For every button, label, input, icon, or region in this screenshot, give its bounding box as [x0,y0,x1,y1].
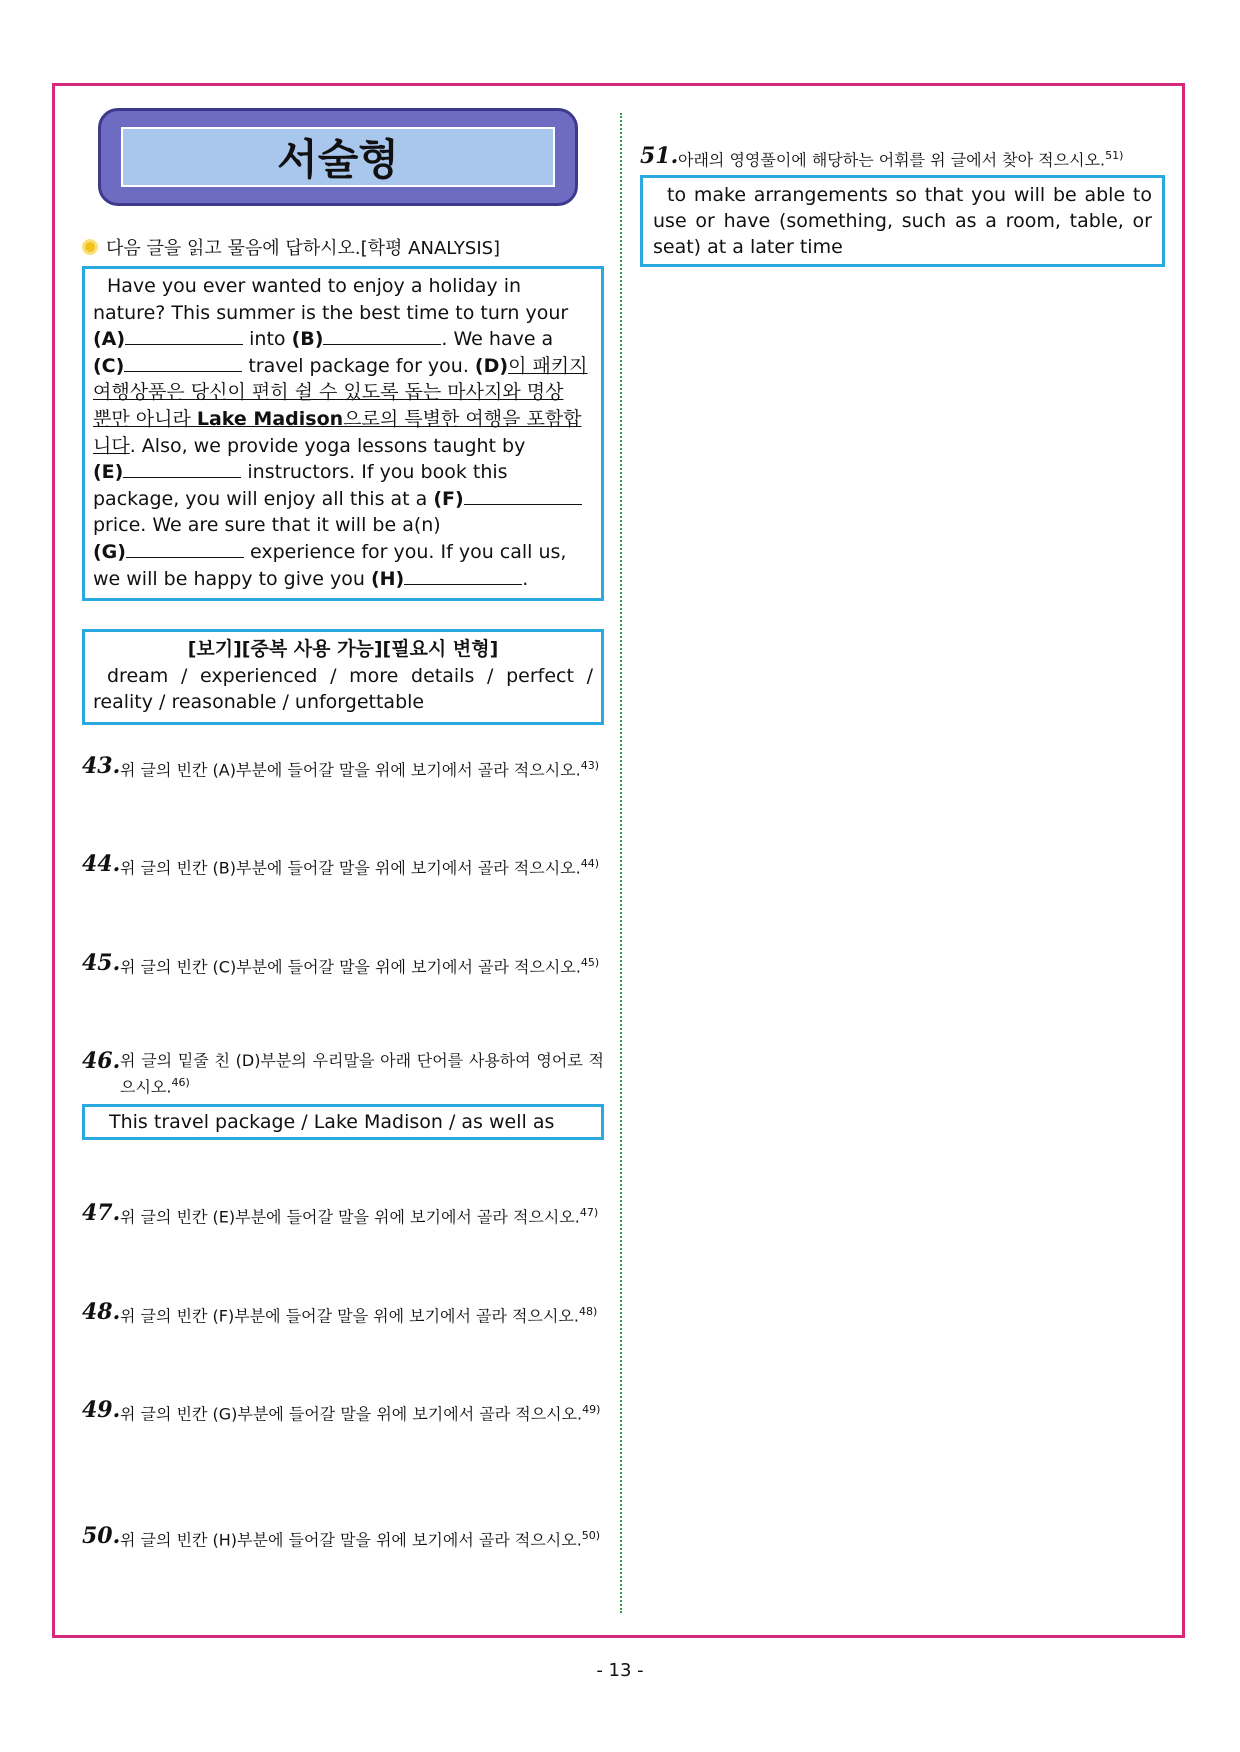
question-text: 위 글의 빈칸 (F)부분에 들어갈 말을 위에 보기에서 골라 적으시오. [120,1305,579,1325]
blank-label-g: (G) [93,540,126,563]
question-47 [82,1202,604,1228]
instruction-text: 다음 글을 읽고 물음에 답하시오.[학평 ANALYSIS] [106,238,501,259]
definition-box [640,175,1165,267]
question-51 [640,145,1165,171]
footnote-marker: 50) [581,1529,601,1543]
passage-line: (C) travel package for you. (D)이 패키지 [93,354,588,377]
footnote-marker: 45) [580,955,600,969]
footnote-marker: 46) [171,1075,190,1089]
underlined-korean: 여행상품은 당신이 편히 쉴 수 있도록 돕는 마사지와 명상 [93,381,564,404]
word-bank-title: [보기][중복 사용 가능][필요시 변형] [187,638,499,661]
question-49 [82,1396,604,1425]
question-number: 43. [82,752,121,779]
passage-line: price. We are sure that it will be a(n) [93,514,441,537]
blank-label-c: (C) [93,354,125,377]
footnote-marker: 47) [579,1206,599,1220]
question-text: 위 글의 빈칸 (H)부분에 들어갈 말을 위에 보기에서 골라 적으시오. [120,1530,582,1550]
question-44 [82,853,604,879]
question-text: 위 글의 빈칸 (C)부분에 들어갈 말을 위에 보기에서 골라 적으시오. [120,956,581,976]
question-number: 45. [82,949,121,976]
definition-text: to make arrangements so that you will be able to use or have (something, such as a room, table, or seat) at a later time [653,184,1152,259]
blank-label-e: (E) [93,461,124,484]
passage-line: (G) experience for you. If you call us, [93,540,567,563]
question-number: 46. [82,1047,121,1074]
question-number: 49. [82,1396,121,1423]
blank-label-d: (D) [474,354,509,377]
question-text: 위 글의 빈칸 (A)부분에 들어갈 말을 위에 보기에서 골라 적으시오. [120,760,581,780]
passage-line: we will be happy to give you (H) . [93,567,529,590]
question-46 [82,1047,604,1098]
underlined-korean: 이 패키지 [508,354,588,377]
question-text: 위 글의 밑줄 친 (D)부분의 우리말을 아래 단어를 사용하여 영어로 적으시오. [120,1050,604,1097]
question-43 [82,752,604,781]
question-48 [82,1298,604,1327]
blank-label-a: (A) [93,328,126,351]
question-number: 50. [82,1523,121,1550]
footnote-marker: 51) [1105,149,1124,162]
instruction [82,234,604,260]
question-45 [82,949,604,978]
section-banner [98,108,578,206]
blank-g[interactable] [126,539,244,558]
question-50 [82,1525,604,1551]
passage-line: (E) instructors. If you book this [93,461,508,484]
word-bank-line: reality / reasonable / unforgettable [93,691,425,714]
reading-passage [82,266,604,601]
blank-a[interactable] [125,326,243,345]
blank-b[interactable] [323,326,441,345]
right-column [640,145,1165,267]
question-number: 47. [82,1200,121,1227]
flower-icon [82,239,98,255]
blank-label-h: (H) [370,567,405,590]
passage-line: (A) into (B) . We have a [93,328,554,351]
footnote-marker: 44) [580,857,600,871]
question-text: 위 글의 빈칸 (B)부분에 들어갈 말을 위에 보기에서 골라 적으시오. [120,858,581,878]
section-title: 서술형 [121,127,555,187]
question-text: 위 글의 빈칸 (G)부분에 들어갈 말을 위에 보기에서 골라 적으시오. [120,1404,583,1424]
blank-f[interactable] [464,486,582,505]
blank-label-f: (F) [433,487,464,510]
passage-line: package, you will enjoy all this at a (F) [93,486,593,513]
question-number: 51. [640,143,679,169]
passage-line: nature? This summer is the best time to turn your [93,301,569,324]
footnote-marker: 43) [580,758,599,772]
question-text: 위 글의 빈칸 (E)부분에 들어갈 말을 위에 보기에서 골라 적으시오. [120,1207,580,1227]
footnote-marker: 49) [582,1402,601,1416]
question-number: 48. [82,1298,121,1325]
passage-line: Have you ever wanted to enjoy a holiday in [107,275,522,297]
word-bank-box [82,629,604,725]
underlined-korean: 뿐만 아니라 Lake Madison으로의 특별한 여행을 포함합 [93,407,582,430]
word-bank-line: dream / experienced / more details / perfect / [107,664,593,687]
page-number: - 13 - [596,1660,644,1681]
blank-label-b: (B) [291,328,324,351]
question-text: 아래의 영영풀이에 해당하는 어휘를 위 글에서 찾아 적으시오. [678,150,1106,170]
blank-h[interactable] [404,566,522,585]
left-column [82,108,604,1552]
passage-line: 니다. Also, we provide yoga lessons taught by [93,434,526,457]
question-number: 44. [82,851,121,878]
blank-e[interactable] [123,459,241,478]
footnote-marker: 48) [578,1304,598,1318]
column-divider [620,113,622,1613]
blank-c[interactable] [124,353,242,372]
underlined-korean: 니다 [93,434,130,457]
hint-box [82,1104,604,1140]
hint-text: This travel package / Lake Madison / as well as [109,1111,555,1134]
